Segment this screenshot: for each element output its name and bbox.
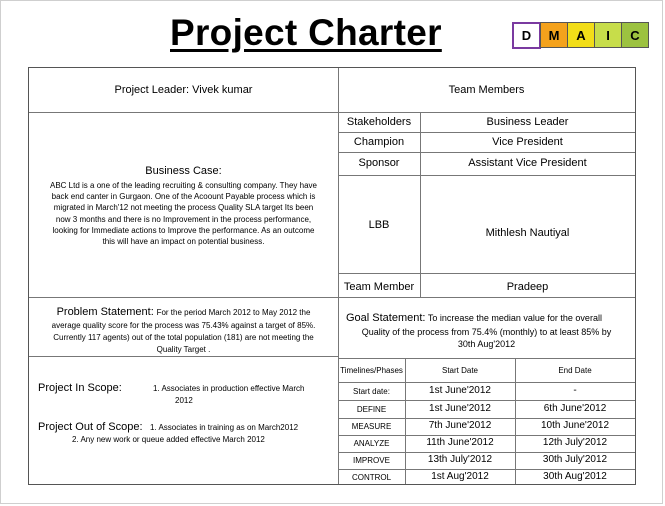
goal-label: Goal Statement: [346, 312, 426, 324]
timeline-phase: Start date: [353, 387, 390, 396]
timeline-phase: MEASURE [351, 422, 392, 431]
problem-line: Currently 117 agents) out of the total population (181) are not meeting the [53, 333, 314, 342]
problem-label: Problem Statement: [56, 306, 154, 318]
out-scope-item: 1. Associates in training as on March2012 [150, 423, 299, 432]
role-value: Vice President [492, 136, 563, 148]
timeline-end: - [573, 385, 577, 396]
role-value: Pradeep [506, 281, 549, 293]
in-scope-label: Project In Scope: [38, 382, 122, 394]
in-scope-item: 2012 [175, 396, 193, 405]
goal-statement [346, 312, 631, 324]
timeline-header: End Date [558, 366, 592, 375]
out-scope-item: 2. Any new work or queue added effective March 2012 [72, 435, 265, 444]
business-case-line: this will have an impact on potential business. [102, 237, 265, 246]
dmaic-a: A [567, 22, 595, 48]
project-leader: Project Leader: Vivek kumar [114, 84, 253, 96]
business-case-line: now 3 months and there is no Improvement in the process performance, [55, 215, 312, 224]
timeline-start: 1st June'2012 [429, 385, 491, 396]
role-label: LBB [368, 219, 390, 231]
problem-line: average quality score for the process was 75.43% against a target of 85%. [51, 321, 316, 330]
problem-statement [29, 306, 338, 319]
timeline-start: 1st Aug'2012 [431, 471, 489, 482]
timeline-end: 30th July'2012 [542, 454, 608, 465]
goal-line: To increase the median value for the overall [427, 313, 602, 323]
dmaic-logo [512, 22, 649, 49]
timeline-start: 11th June'2012 [426, 437, 494, 448]
business-case-line: migrated in March'12 not meeting the process Quality SLA target Its been [53, 203, 314, 212]
dmaic-d: D [512, 22, 541, 49]
business-case-heading: Business Case: [145, 165, 222, 177]
timeline-end: 12th July'2012 [542, 437, 608, 448]
role-value: Business Leader [486, 116, 569, 128]
timeline-phase: DEFINE [356, 405, 387, 414]
problem-line: For the period March 2012 to May 2012 the [156, 308, 311, 317]
business-case-line: looking for Immediate actions to Improve the performance. As an outcome [52, 226, 315, 235]
business-case-line: back end canter in Gurgaon. One of the Acoount Payable process which is [51, 192, 316, 201]
role-value: Mithlesh Nautiyal [485, 227, 570, 239]
timeline-phase: CONTROL [351, 473, 392, 482]
timeline-start: 1st June'2012 [429, 403, 491, 414]
timeline-header: Start Date [441, 366, 478, 375]
timeline-end: 6th June'2012 [543, 403, 607, 414]
timeline-phase: IMPROVE [353, 456, 390, 465]
dmaic-m: M [540, 22, 568, 48]
team-members-heading: Team Members [448, 84, 525, 96]
role-label: Champion [353, 136, 405, 148]
timeline-start: 13th July'2012 [427, 454, 493, 465]
timeline-phase: ANALYZE [353, 439, 390, 448]
goal-line: Quality of the process from 75.4% (monthly) to at least 85% by [361, 327, 612, 337]
dmaic-c: C [621, 22, 649, 48]
timeline-end: 30th Aug'2012 [543, 471, 607, 482]
timeline-end: 10th June'2012 [540, 420, 610, 431]
role-value: Assistant Vice President [468, 157, 587, 169]
role-label: Sponsor [358, 157, 400, 169]
goal-line: 30th Aug'2012 [457, 339, 516, 349]
dmaic-i: I [594, 22, 622, 48]
role-label: Team Member [343, 281, 415, 293]
timeline-header: Timelines/Phases [340, 366, 403, 375]
business-case-line: ABC Ltd is a one of the leading recruiting & consulting company. They have [50, 181, 317, 190]
role-label: Stakeholders [346, 116, 412, 128]
out-scope-label: Project Out of Scope: [38, 421, 143, 433]
page-title: Project Charter [170, 12, 442, 53]
problem-line: Quality Target . [156, 345, 211, 354]
charter-table [28, 67, 636, 485]
in-scope-item: 1. Associates in production effective March [153, 384, 305, 393]
timeline-start: 7th June'2012 [428, 420, 492, 431]
